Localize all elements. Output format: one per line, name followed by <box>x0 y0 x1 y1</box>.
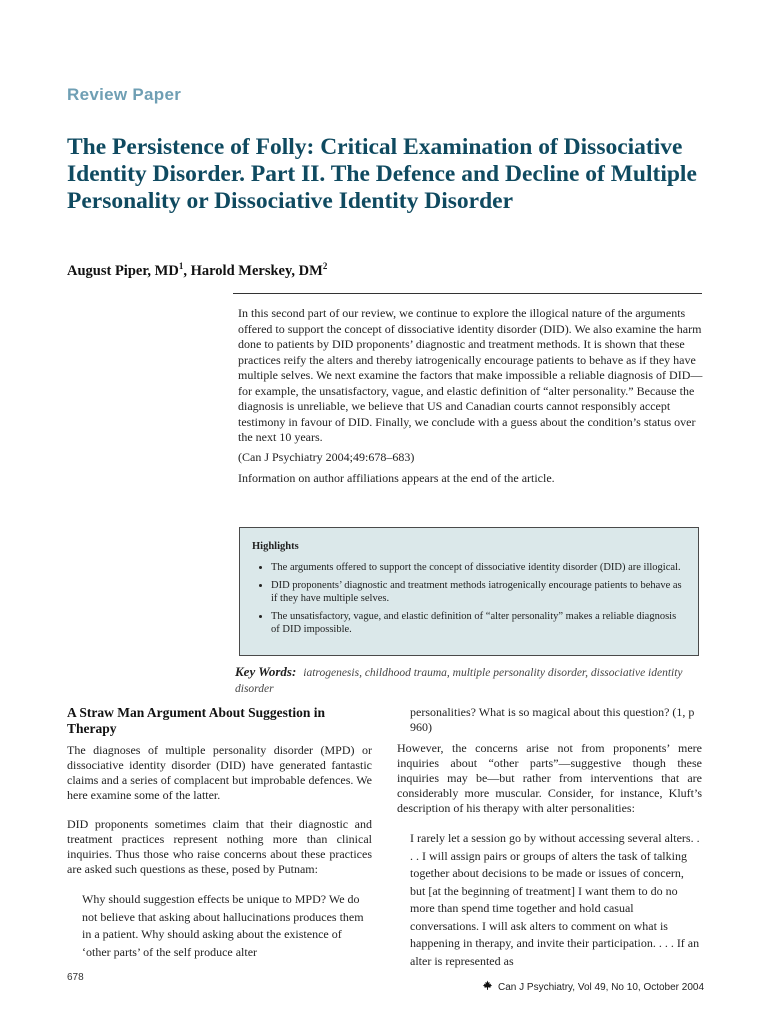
author-separator: , <box>183 263 191 279</box>
highlights-list <box>252 561 684 636</box>
highlights-title: Highlights <box>252 541 299 552</box>
page-number: 678 <box>67 972 84 983</box>
right-column <box>397 705 702 984</box>
abstract-body: In this second part of our review, we continue to explore the illogical nature of the arguments offered to support the concept of dissociative identity disorder (DID). We also examine the harm done to patients by DID proponents’ diagnostic and treatment methods. It is shown that these practices reify the alters and thereby iatrogenically encourage patients to behave as if they have multiple selves. We next examine the factors that make impossible a reliable diagnosis of DID—for example, the unsatisfactory, vague, and elastic definition of “alter personality.” Because the diagnosis is unreliable, we believe that US and Canadian courts cannot responsibly accept testimony in favour of DID. Finally, we conclude with a guess about the condition’s status over the next 10 years. <box>238 306 703 444</box>
journal-citation: Can J Psychiatry, Vol 49, No 10, October 2004 <box>498 982 705 993</box>
block-quote: I rarely let a session go by without accessing several alters. . . . I will assign pairs or groups of alters the task of talking together about decisions to be made or issues of concern, but [at the beginning of treatment] I want them to do no more than spend time together and hold casual conversations. I will ask alters to comment on what is happening in therapy, and invite their participation. . . . If an alter is represented as <box>410 831 700 968</box>
author-list <box>67 263 327 280</box>
affiliation-marker: 2 <box>322 261 328 272</box>
abstract <box>238 306 704 491</box>
keywords <box>235 664 705 697</box>
affiliation-note: Information on author affiliations appears at the end of the article. <box>238 471 555 485</box>
body-paragraph: DID proponents sometimes claim that their diagnostic and treatment practices represent nothing more than clinical inquiries. Thus those who raise concerns about these practices are asked such questions as these, posed by Putnam: <box>67 817 372 876</box>
affiliation-marker: 1 <box>178 261 184 272</box>
journal-footer <box>482 980 704 993</box>
highlight-item: • The unsatisfactory, vague, and elastic definition of “alter personality” makes a reliable diagnosis of DID impossible. <box>271 610 684 636</box>
article-title: The Persistence of Folly: Critical Examination of Dissociative Identity Disorder. Part II. The Defence and Decline of Multiple Personality or Dissociative Identity Disorder <box>67 134 697 214</box>
left-column <box>67 705 372 975</box>
maple-leaf-icon <box>482 980 493 991</box>
abstract-divider <box>233 293 702 294</box>
body-paragraph: However, the concerns arise not from proponents’ mere inquiries about “other parts”—suggestive though these inquiries may be—but rather from interventions that are considerably more muscular. Consider, for instance, Kluft’s description of his therapy with alter personalities: <box>397 741 702 815</box>
body-paragraph: The diagnoses of multiple personality disorder (MPD) or dissociative identity disorder (DID) have generated fantastic claims and a series of complacent but improbable defences. We here examine some of the latter. <box>67 743 372 802</box>
highlights-box <box>239 527 699 656</box>
abstract-citation: (Can J Psychiatry 2004;49:678–683) <box>238 449 415 464</box>
block-quote-continuation: personalities? What is so magical about this question? (1, p 960) <box>410 705 695 734</box>
keywords-text: iatrogenesis, childhood trauma, multiple personality disorder, dissociative identity disorder <box>235 667 683 695</box>
section-heading: A Straw Man Argument About Suggestion in Therapy <box>67 705 326 736</box>
section-label: Review Paper <box>67 85 182 104</box>
author-name: August Piper, MD <box>67 263 179 279</box>
highlight-item: • The arguments offered to support the concept of dissociative identity disorder (DID) are illogical. <box>271 561 684 574</box>
keywords-label: Key Words: <box>235 664 297 679</box>
author-name: Harold Merskey, DM <box>190 263 323 279</box>
highlight-item: • DID proponents’ diagnostic and treatment methods iatrogenically encourage patients to behave as if they have multiple selves. <box>271 579 684 605</box>
block-quote: Why should suggestion effects be unique to MPD? We do not believe that asking about hallucinations produces them in a patient. Why should asking about the existence of ‘other parts’ of the self produce alter <box>82 892 364 959</box>
